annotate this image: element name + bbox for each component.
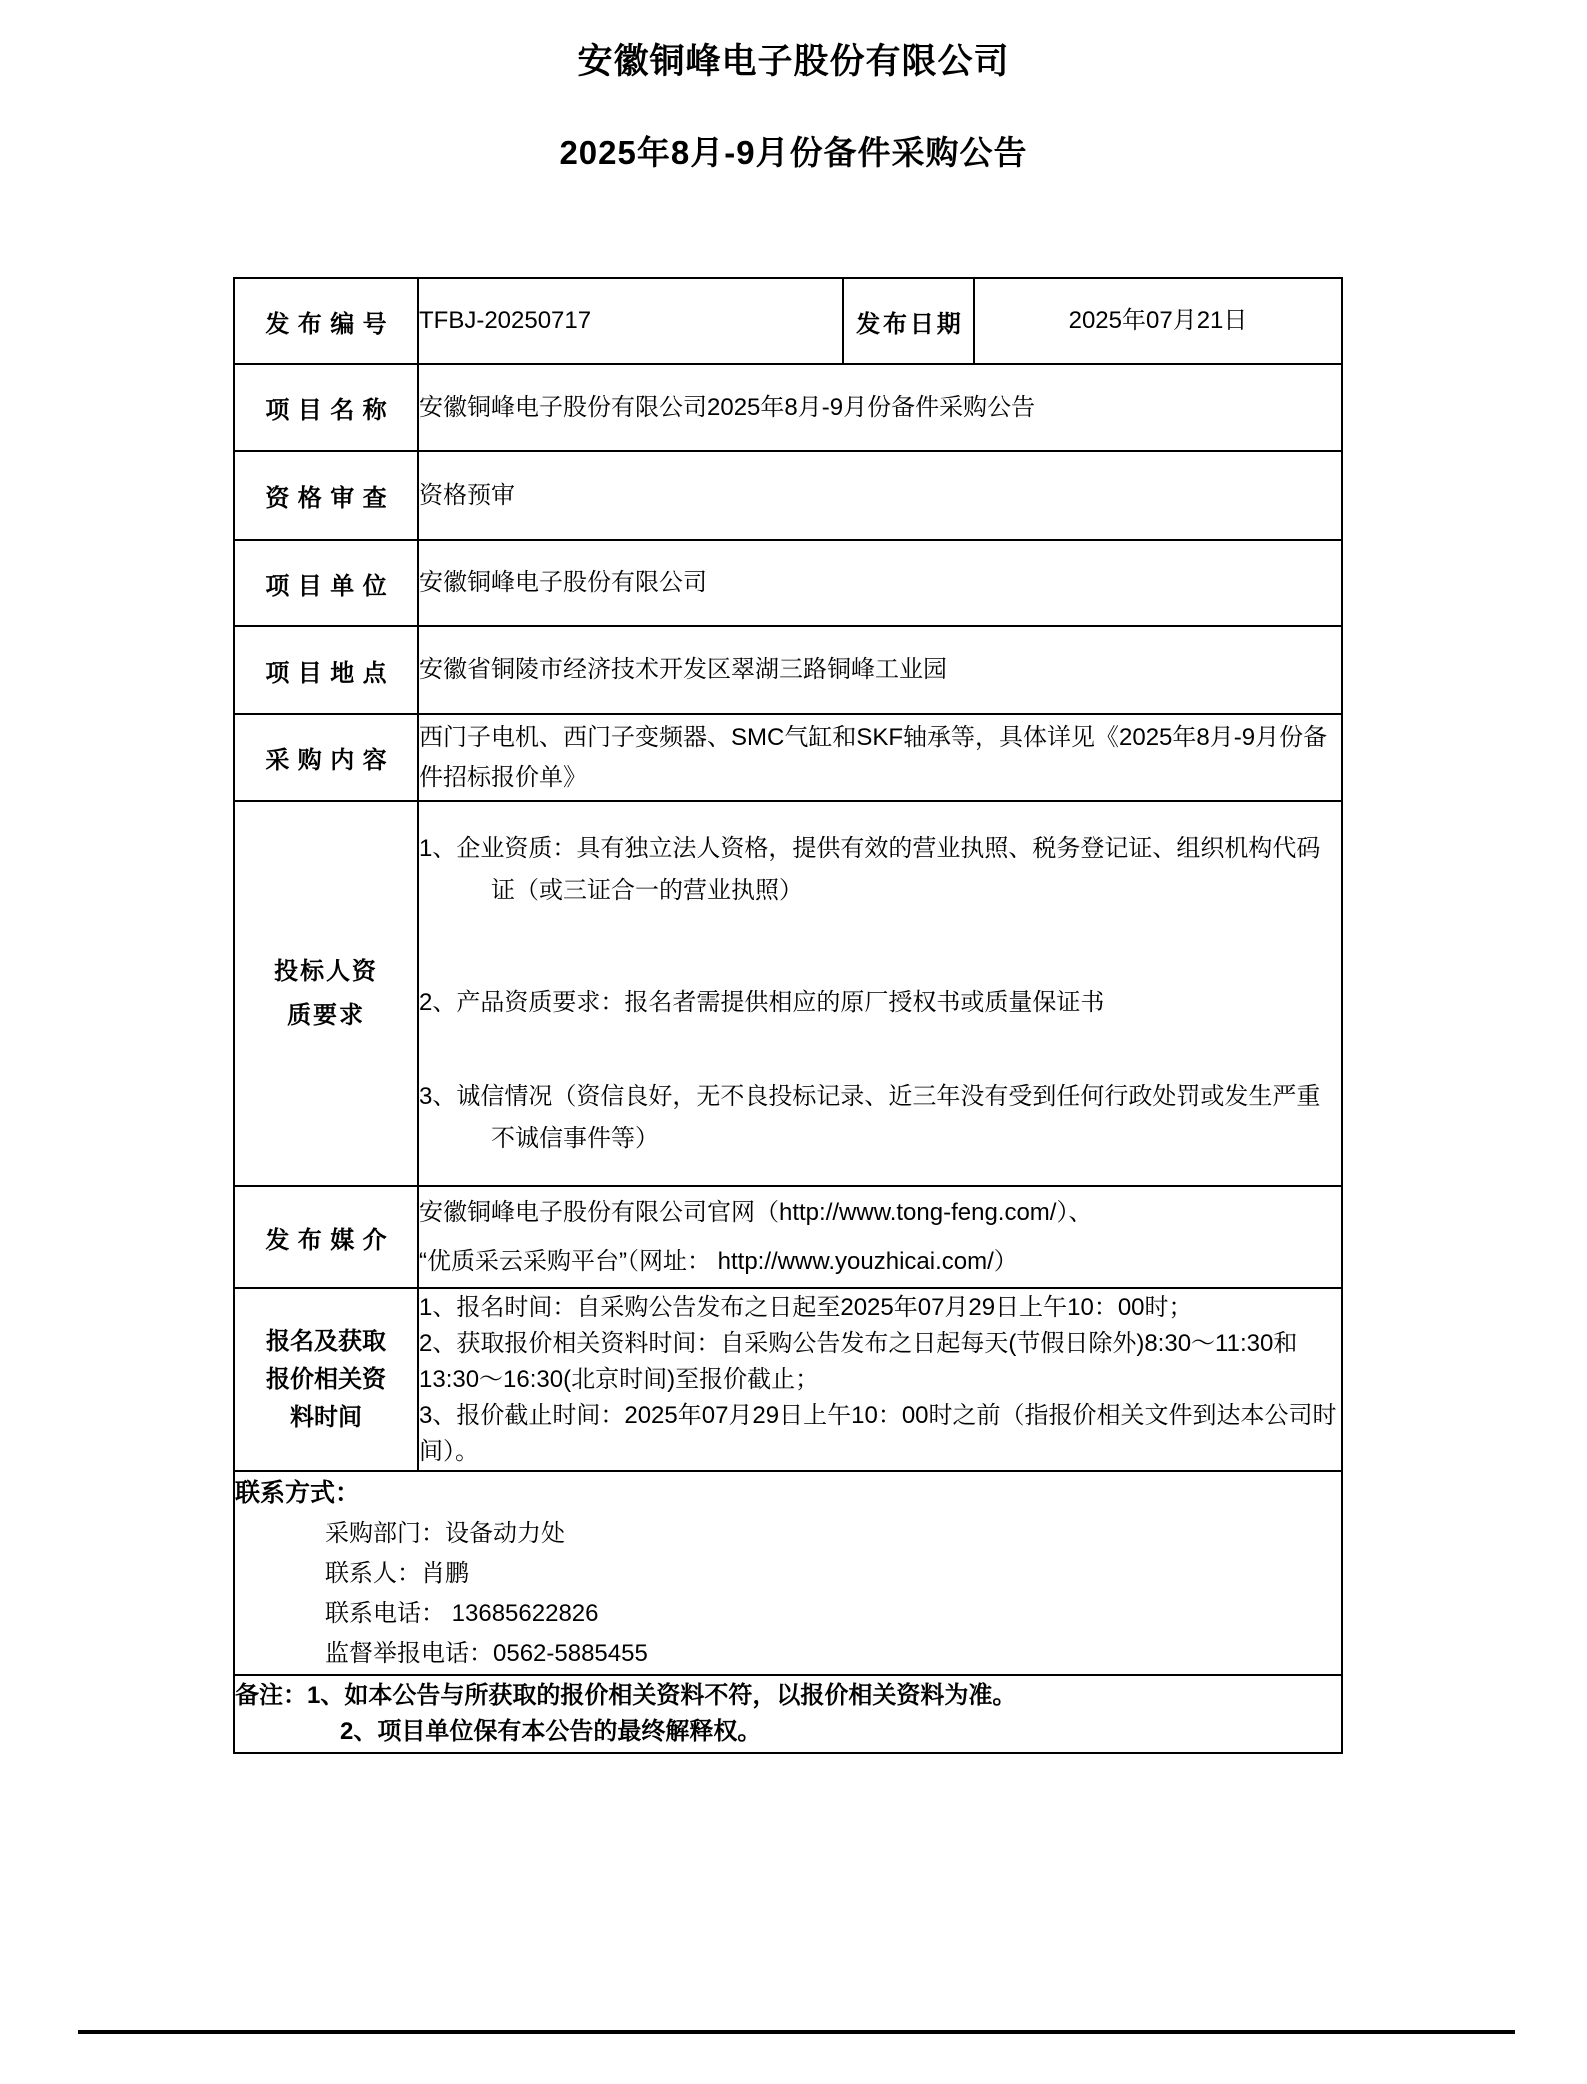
registration-schedule-label <box>234 1288 418 1471</box>
qualification-item-1: 1、企业资质：具有独立法人资格，提供有效的营业执照、税务登记证、组织机构代码证（或三证合一的营业执照） <box>419 834 1321 904</box>
notes-section <box>234 1675 1342 1753</box>
footer-divider-line <box>78 2030 1515 2034</box>
row-project-name <box>234 364 1342 451</box>
row-notes <box>234 1675 1342 1753</box>
page-title: 安徽铜峰电子股份有限公司 <box>577 42 1010 81</box>
project-name-value: 安徽铜峰电子股份有限公司2025年8月-9月份备件采购公告 <box>418 364 1342 451</box>
contact-person: 联系人：肖鹏 <box>325 1560 469 1587</box>
registration-schedule-value <box>418 1288 1342 1471</box>
row-project-unit <box>234 540 1342 626</box>
notes-line-1: 备注：1、如本公告与所获取的报价相关资料不符，以报价相关资料为准。 <box>235 1682 1017 1709</box>
row-project-location <box>234 626 1342 714</box>
schedule-line-1: 1、报名时间：自采购公告发布之日起至2025年07月29日上午10：00时； <box>419 1293 1193 1321</box>
row-registration-schedule <box>234 1288 1342 1471</box>
project-location-label: 项目地点 <box>234 626 418 714</box>
page-subtitle: 2025年8月-9月份备件采购公告 <box>559 134 1028 171</box>
row-procurement-content <box>234 714 1342 801</box>
procurement-content-value: 西门子电机、西门子变频器、SMC气缸和SKF轴承等，具体详见《2025年8月-9月份备件招标报价单》 <box>418 714 1342 801</box>
publish-media-label: 发布媒介 <box>234 1186 418 1288</box>
document-page <box>0 40 1587 2084</box>
bidder-qualifications-value <box>418 801 1342 1186</box>
contact-supervision-phone: 监督举报电话：0562-5885455 <box>325 1640 648 1667</box>
contact-section <box>234 1471 1342 1675</box>
publish-number-value: TFBJ-20250717 <box>418 278 843 364</box>
notes-line-2: 2、项目单位保有本公告的最终解释权。 <box>340 1718 762 1745</box>
announcement-table <box>233 277 1343 1754</box>
publish-number-label: 发布编号 <box>234 278 418 364</box>
project-unit-value: 安徽铜峰电子股份有限公司 <box>418 540 1342 626</box>
registration-schedule-label-text: 报名及获取报价相关资料时间 <box>265 1327 386 1431</box>
publish-media-line-1: 安徽铜峰电子股份有限公司官网（http://www.tong-feng.com/）、 <box>419 1199 1093 1226</box>
contact-heading: 联系方式： <box>235 1479 361 1507</box>
row-qualification-review <box>234 451 1342 540</box>
row-publish-number <box>234 278 1342 364</box>
project-name-label: 项目名称 <box>234 364 418 451</box>
qualification-review-value: 资格预审 <box>418 451 1342 540</box>
qualification-item-3: 3、诚信情况（资信良好，无不良投标记录、近三年没有受到任何行政处罚或发生严重不诚信事件等） <box>419 1082 1321 1152</box>
qualification-item-2: 2、产品资质要求：报名者需提供相应的原厂授权书或质量保证书 <box>419 988 1105 1016</box>
publish-media-value <box>418 1186 1342 1288</box>
procurement-content-label: 采购内容 <box>234 714 418 801</box>
publish-date-label: 发布日期 <box>843 278 974 364</box>
publish-media-line-2: “优质采云采购平台”（网址： http://www.youzhicai.com/） <box>419 1248 1018 1275</box>
row-contact-info <box>234 1471 1342 1675</box>
contact-phone: 联系电话： 13685622826 <box>325 1600 599 1627</box>
publish-date-value: 2025年07月21日 <box>974 278 1342 364</box>
contact-department: 采购部门：设备动力处 <box>325 1520 565 1547</box>
bidder-qualifications-label-text: 投标人资质要求 <box>274 957 378 1029</box>
qualification-review-label: 资格审查 <box>234 451 418 540</box>
schedule-line-3: 3、报价截止时间：2025年07月29日上午10：00时之前（指报价相关文件到达本公司时间）。 <box>419 1401 1337 1465</box>
schedule-line-2: 2、获取报价相关资料时间：自采购公告发布之日起每天(节假日除外)8:30～11:30和13:30～16:30(北京时间)至报价截止； <box>419 1329 1298 1393</box>
project-location-value: 安徽省铜陵市经济技术开发区翠湖三路铜峰工业园 <box>418 626 1342 714</box>
project-unit-label: 项目单位 <box>234 540 418 626</box>
bidder-qualifications-label <box>234 801 418 1186</box>
row-bidder-qualifications <box>234 801 1342 1186</box>
row-publish-media <box>234 1186 1342 1288</box>
